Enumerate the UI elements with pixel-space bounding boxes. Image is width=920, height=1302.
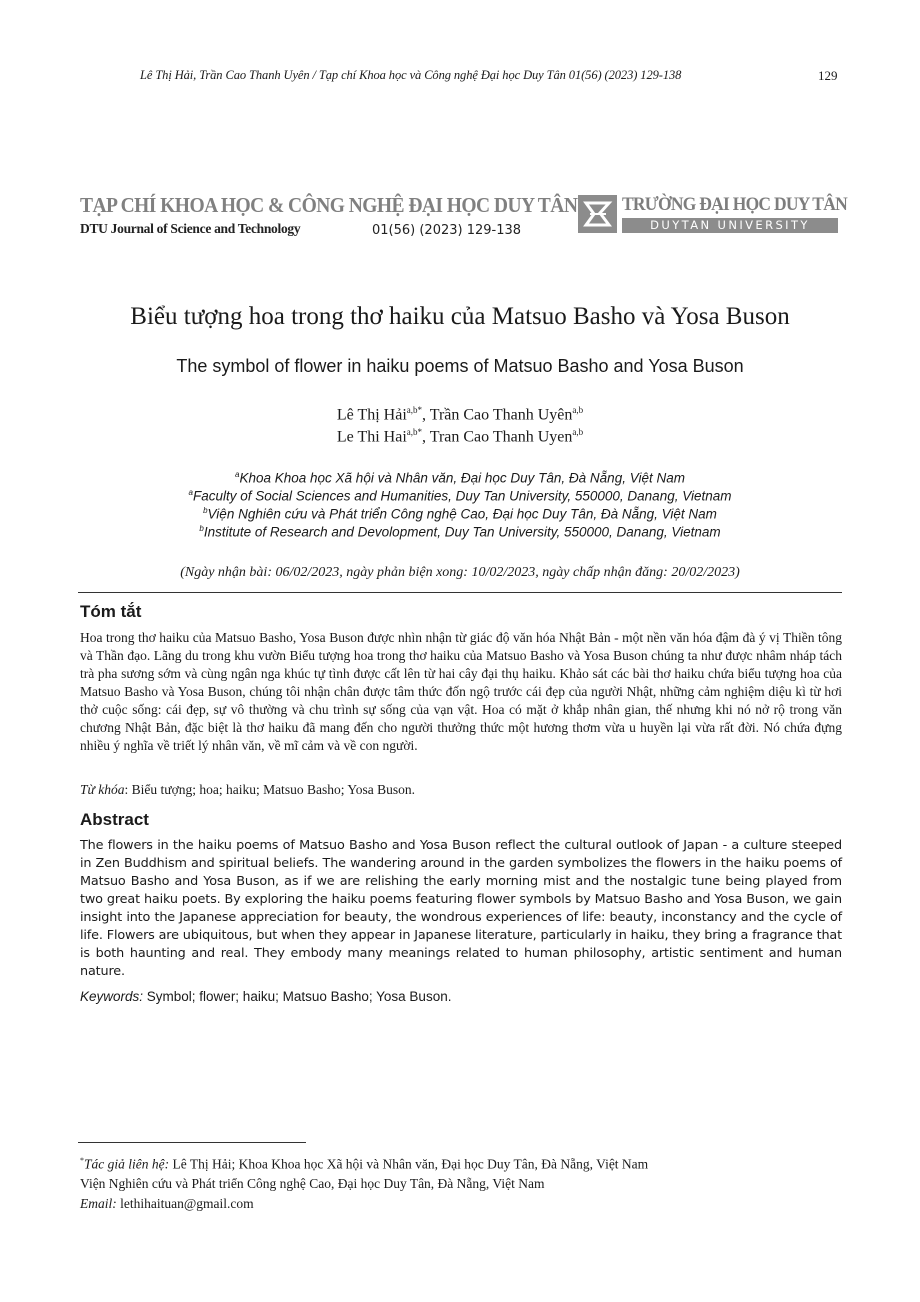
keywords-list: Symbol; flower; haiku; Matsuo Basho; Yosa Buson. <box>143 989 452 1004</box>
authors-vn <box>0 405 920 424</box>
author-affiliation-mark: a,b <box>572 427 584 437</box>
author-affiliation-mark: a,b* <box>406 427 423 437</box>
footnote-text: Lê Thị Hải; Khoa Khoa học Xã hội và Nhân văn, Đại học Duy Tân, Đà Nẵng, Việt Nam <box>169 1156 649 1172</box>
author-name: Trần Cao Thanh Uyên <box>429 406 573 424</box>
author-affiliation-mark: a,b <box>572 405 584 415</box>
keywords-label: Từ khóa <box>80 782 125 797</box>
affiliation-text: Khoa Khoa học Xã hội và Nhân văn, Đại học Duy Tân, Đà Nẵng, Việt Nam <box>239 470 685 486</box>
keywords-list: : Biểu tượng; hoa; haiku; Matsuo Basho; Yosa Buson. <box>124 782 415 797</box>
article-title-vn: Biểu tượng hoa trong thơ haiku của Matsuo Basho và Yosa Buson <box>130 303 790 330</box>
university-name-vn: TRƯỜNG ĐẠI HỌC DUY TÂN <box>622 194 847 215</box>
affiliation-mark: a <box>235 470 240 479</box>
author-affiliation-mark: a,b* <box>406 405 423 415</box>
university-name-en: DUYTAN UNIVERSITY <box>650 218 810 232</box>
footnote-label: Tác giả liên hệ: <box>84 1156 170 1172</box>
author-name: Lê Thị Hải <box>336 406 407 424</box>
affiliation-mark: b <box>199 524 204 533</box>
running-header: Lê Thị Hải, Trần Cao Thanh Uyên / Tạp chí Khoa học và Công nghệ Đại học Duy Tân 01(56) (2023) 129-138 <box>140 68 682 82</box>
footnote-email <box>80 1196 254 1212</box>
keywords-label: Keywords: <box>80 989 144 1004</box>
submission-dates: (Ngày nhận bài: 06/02/2023, ngày phản biện xong: 10/02/2023, ngày chấp nhận đăng: 20/02/2023) <box>180 565 740 580</box>
author-name: Tran Cao Thanh Uyen <box>429 428 573 446</box>
journal-name-en: DTU Journal of Science and Technology <box>80 221 301 236</box>
affiliation <box>0 524 920 540</box>
journal-name-vn: TẠP CHÍ KHOA HỌC & CÔNG NGHỆ ĐẠI HỌC DUY TÂN <box>80 193 578 217</box>
keywords-en <box>80 989 451 1004</box>
abstract-heading: Abstract <box>80 810 149 829</box>
page-number: 129 <box>818 68 838 83</box>
footnote-mark: * <box>80 1156 84 1165</box>
footnote-corresponding-author <box>80 1156 648 1173</box>
affiliation <box>0 506 920 522</box>
authors-en <box>0 427 920 446</box>
affiliation-text: Faculty of Social Sciences and Humanities, Duy Tan University, 550000, Danang, Vietnam <box>192 488 732 504</box>
affiliation-text: Viện Nghiên cứu và Phát triển Công nghệ Cao, Đại học Duy Tân, Đà Nẵng, Việt Nam <box>207 506 717 522</box>
email-address[interactable]: lethihaituan@gmail.com <box>116 1196 254 1211</box>
affiliation <box>0 470 920 486</box>
abstract-body: The flowers in the haiku poems of Matsuo Basho and Yosa Buson reflect the cultural outlook of Japan - a culture steeped in Zen Buddhism and spiritual beliefs. The wandering around in the garden symbolizes the flowers in the haiku poems of Matsuo Basho and Yosa Buson, as if we are relishing the early morning mist and the nostalgic tune being played from two great haiku poets. By exploring the haiku poems featuring flower symbols by Matsuo Basho and Yosa Buson, we gain insight into the Japanese appreciation for beauty, the wondrous experiences of life: beauty, inconstancy and the cycle of life. Flowers are ubiquitous, but when they appear in Japanese literature, particularly in haiku, they bring a fragrance that is both haunting and real. They embody many meanings related to human philosophy, artistic sentiment and human nature. <box>80 838 842 979</box>
affiliation-text: Institute of Research and Devolopment, Duy Tan University, 550000, Danang, Vietnam <box>203 524 721 540</box>
journal-issue: 01(56) (2023) 129-138 <box>372 223 522 238</box>
summary-heading: Tóm tắt <box>80 602 142 621</box>
affiliation <box>0 488 920 504</box>
footnote-affiliation: Viện Nghiên cứu và Phát triển Công nghệ Cao, Đại học Duy Tân, Đà Nẵng, Việt Nam <box>80 1176 545 1191</box>
university-logo-icon <box>578 195 617 233</box>
article-title-en: The symbol of flower in haiku poems of Matsuo Basho and Yosa Buson <box>176 356 744 376</box>
keywords-vn <box>80 782 415 798</box>
summary-body: Hoa trong thơ haiku của Matsuo Basho, Yosa Buson được nhìn nhận từ giác độ văn hóa Nhật Bản - một nền văn hóa đậm đà ý vị Thiền tông và Thần đạo. Lãng du trong khu vườn Biểu tượng hoa trong thơ haiku của Matsuo Basho và Yosa Buson chúng ta như được nhâm nháp tách trà pha sương sớm và cùng ngân nga khúc tự tình được cất lên từ hai cây đại thụ haiku. Khảo sát các bài thơ haiku chứa biểu tượng hoa của Matsuo Basho và Yosa Buson, chúng tôi nhận chân được tâm thức đốn ngộ trước cái đẹp của người Nhật, những cảm nghiệm diệu kì từ hơi thở cuộc sống: cái đẹp, sự vô thường và chu trình sự sống của vạn vật. Hoa có mặt ở khắp nhân gian, thế nhưng khi nó nở rộ trong văn chương Nhật Bản, đặc biệt là thơ haiku đã mang đến cho người thưởng thức một hương thơm vừa u huyền lại vừa rất đời. Nó chứa đựng nhiều ý nghĩa về triết lý nhân văn, về mĩ cảm và về con người. <box>80 630 842 753</box>
section-divider <box>78 592 842 593</box>
footnote-divider <box>78 1142 306 1143</box>
author-separator: , <box>422 428 430 446</box>
author-name: Le Thi Hai <box>336 428 407 446</box>
author-separator: , <box>422 406 430 424</box>
affiliation-mark: a <box>188 488 193 497</box>
affiliation-mark: b <box>203 506 208 515</box>
email-label: Email: <box>80 1196 117 1211</box>
